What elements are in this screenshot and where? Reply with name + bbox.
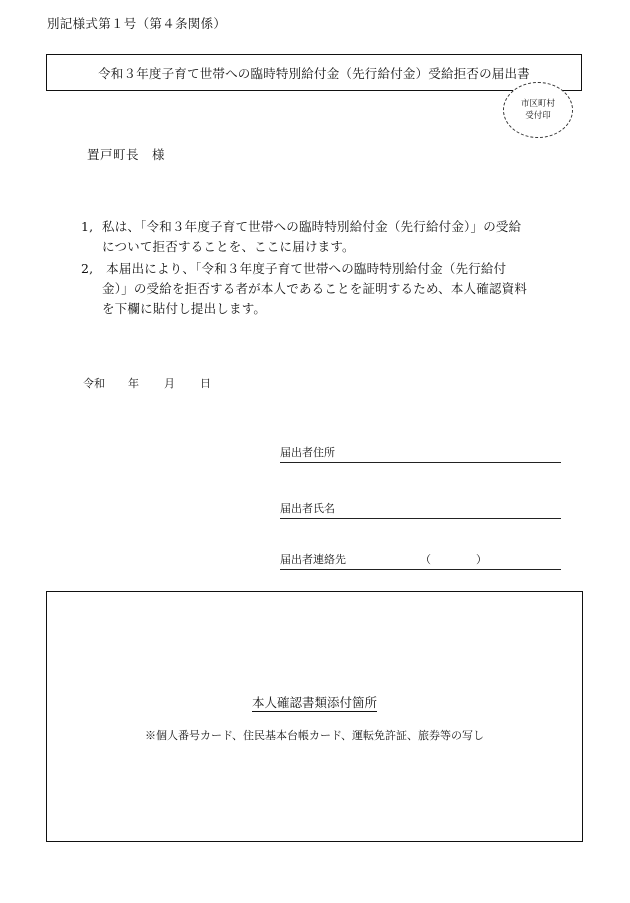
item-text-line: について拒否することを、ここに届けます。: [102, 239, 355, 254]
date-day[interactable]: 日: [200, 377, 211, 390]
item-number: 1,: [81, 219, 94, 234]
date-era: 令和: [83, 377, 105, 390]
id-document-attachment-area[interactable]: [46, 591, 583, 842]
contact-label: 届出者連絡先: [280, 553, 346, 566]
stamp-label-reception: 受付印: [525, 111, 551, 121]
address-label: 届出者住所: [280, 446, 335, 459]
form-title: 令和３年度子育て世帯への臨時特別給付金（先行給付金）受給拒否の届出書: [98, 65, 530, 81]
attachment-title-wrap: [47, 693, 582, 711]
item-text-line: 私は、「令和３年度子育て世帯への臨時特別給付金（先行給付金）」の受給: [102, 219, 522, 234]
form-title-box: [46, 54, 582, 91]
stamp-label-municipality: 市区町村: [520, 99, 555, 109]
contact-paren-open: （: [420, 553, 431, 566]
attachment-title: 本人確認書類添付箇所: [251, 695, 377, 710]
address-field[interactable]: [280, 446, 561, 463]
addressee: 置戸町長 様: [87, 147, 166, 162]
form-number: 別記様式第１号（第４条関係）: [47, 16, 227, 31]
date-year[interactable]: 年: [128, 377, 139, 390]
attachment-note: ※個人番号カード、住民基本台帳カード、運転免許証、旅券等の写し: [144, 729, 485, 742]
reception-stamp-area: [503, 82, 573, 138]
name-label: 届出者氏名: [280, 502, 335, 515]
item-text-line: 本届出により、「令和３年度子育て世帯への臨時特別給付金（先行給付: [102, 261, 507, 276]
item-text-line: 金）」の受給を拒否する者が本人であることを証明するため、本人確認資料: [102, 281, 528, 296]
date-month[interactable]: 月: [164, 377, 175, 390]
statement-item-1: [81, 217, 561, 257]
contact-paren-close: ）: [476, 553, 487, 566]
item-number: 2,: [81, 261, 94, 276]
item-text-line: を下欄に貼付し提出します。: [102, 301, 267, 316]
statement-item-2: [81, 259, 561, 319]
contact-field[interactable]: [280, 553, 561, 570]
name-field[interactable]: [280, 502, 561, 519]
